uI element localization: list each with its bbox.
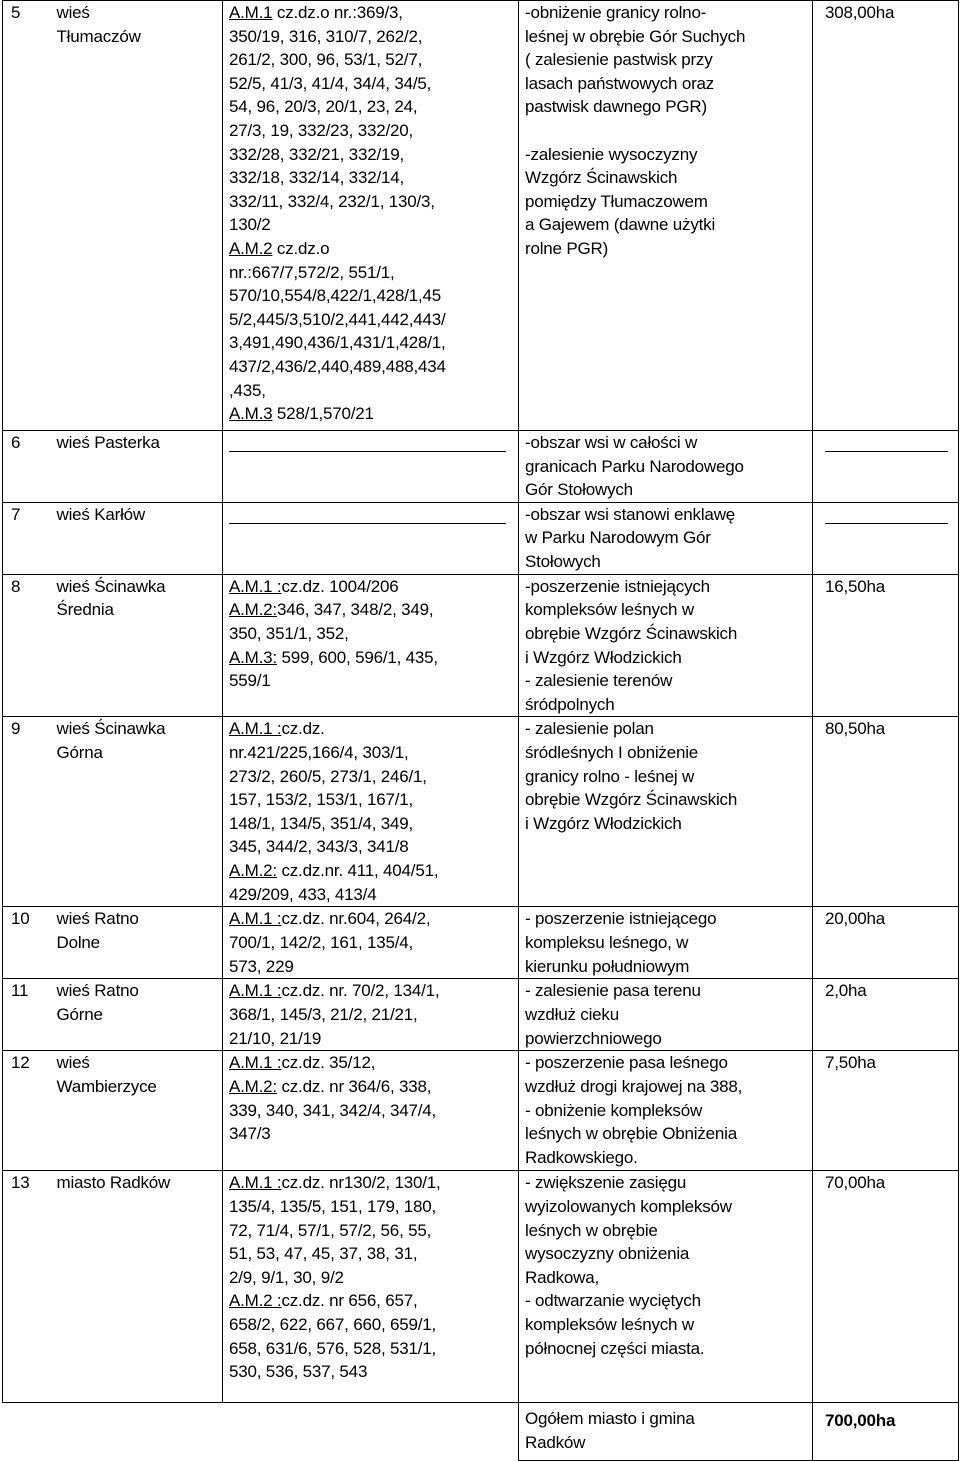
locality-name-line: Tłumaczów (56, 26, 141, 46)
parcel-numbers: cz.dz. nr130/2, 130/1, (281, 1173, 441, 1193)
parcel-line (229, 1337, 518, 1361)
parcel-numbers: nr.:667/7,572/2, 551/1, (229, 262, 395, 282)
locality-name (51, 1171, 223, 1403)
parcel-line (229, 1313, 518, 1337)
locality-name (51, 1051, 223, 1171)
map-sheet-ref: A.M.1 : (229, 981, 282, 1001)
total-empty-cell (3, 1403, 519, 1461)
total-label (519, 1403, 813, 1461)
area-value (813, 502, 959, 574)
locality-name-line: wieś (56, 3, 90, 22)
map-sheet-ref: A.M.2: (229, 860, 277, 880)
parcel-numbers: 429/209, 433, 413/4 (229, 884, 377, 904)
parcel-line (229, 1360, 518, 1384)
description-line: i Wzgórz Włodzickich (525, 647, 682, 667)
parcel-line (229, 95, 518, 119)
parcel-line (229, 979, 518, 1003)
map-sheet-ref: A.M.2: (229, 600, 277, 620)
parcel-line (229, 955, 518, 979)
afforestation-table (2, 0, 959, 1461)
total-label-line: Ogółem miasto i gmina (525, 1409, 695, 1429)
area-value (813, 431, 959, 503)
parcel-line (229, 308, 518, 332)
locality-name-line: wieś Ścinawka (56, 719, 166, 739)
parcel-numbers: 437/2,436/2,440,489,488,434 (229, 356, 446, 376)
table-row (3, 1051, 959, 1171)
description-line: - poszerzenie istniejącego (525, 909, 717, 929)
empty-dash (229, 451, 506, 452)
table-row (3, 1171, 959, 1403)
description-line: i Wzgórz Włodzickich (525, 813, 682, 833)
parcel-numbers: 130/2 (229, 215, 271, 235)
row-number: 12 (3, 1051, 51, 1171)
parcel-numbers: 332/18, 332/14, 332/14, (229, 168, 405, 188)
parcel-line (229, 717, 518, 741)
table-row (3, 1, 959, 431)
measure-description (519, 907, 813, 979)
area-value: 7,50ha (813, 1051, 959, 1171)
parcel-numbers: 135/4, 135/5, 151, 179, 180, (229, 1196, 437, 1216)
parcel-line (229, 190, 518, 214)
description-line: kompleksów leśnych w (525, 1314, 694, 1334)
description-line: powierzchniowego (525, 1028, 662, 1048)
parcel-line (229, 261, 518, 285)
parcel-line (229, 598, 518, 622)
description-line: - obniżenie kompleksów (525, 1100, 703, 1120)
description-line (525, 119, 812, 143)
description-line: w Parku Narodowym Gór (525, 528, 711, 548)
description-line: granicy rolno - leśnej w (525, 766, 695, 786)
parcel-line (229, 72, 518, 96)
parcel-numbers: 528/1,570/21 (272, 404, 374, 424)
parcel-numbers: 559/1 (229, 671, 271, 691)
table-row (3, 717, 959, 907)
parcel-numbers: cz.dz. 1004/206 (281, 576, 399, 596)
locality-name-line: Średnia (56, 600, 114, 620)
parcel-line (229, 237, 518, 261)
description-line: pomiędzy Tłumaczowem (525, 191, 708, 211)
description-line: -zalesienie wysoczyzny (525, 144, 698, 164)
description-line: Wzgórz Ścinawskich (525, 168, 678, 188)
parcel-numbers: 261/2, 300, 96, 53/1, 52/7, (229, 50, 423, 70)
parcel-list (223, 431, 519, 503)
empty-dash (825, 451, 948, 452)
parcel-line (229, 622, 518, 646)
parcel-numbers: 51, 53, 47, 45, 37, 38, 31, (229, 1244, 418, 1264)
row-number: 13 (3, 1171, 51, 1403)
parcel-numbers: 570/10,554/8,422/1,428/1,45 (229, 286, 442, 306)
parcel-numbers: cz.dz.o nr.:369/3, (272, 3, 403, 22)
parcel-numbers: 339, 340, 341, 342/4, 347/4, (229, 1100, 437, 1120)
parcel-numbers: 599, 600, 596/1, 435, (276, 647, 438, 667)
description-line: granicach Parku Narodowego (525, 456, 744, 476)
measure-description (519, 502, 813, 574)
locality-name-line: wieś Ratno (56, 981, 139, 1001)
locality-name-line: wieś Ratno (56, 909, 139, 929)
map-sheet-ref: A.M.1 (229, 3, 273, 22)
area-value: 70,00ha (813, 1171, 959, 1403)
description-line: wyizolowanych kompleksów (525, 1196, 732, 1216)
parcel-line (229, 379, 518, 403)
parcel-line (229, 741, 518, 765)
parcel-numbers: 157, 153/2, 153/1, 167/1, (229, 790, 414, 810)
parcel-line (229, 1219, 518, 1243)
description-line: wzdłuż drogi krajowej na 388, (525, 1076, 743, 1096)
measure-description (519, 1171, 813, 1403)
row-number: 6 (3, 431, 51, 503)
description-line: -obszar wsi stanowi enklawę (525, 504, 736, 524)
parcel-numbers: cz.dz. nr. 70/2, 134/1, (281, 981, 440, 1001)
description-line: - zalesienie polan (525, 719, 654, 739)
description-line: - zalesienie terenów (525, 671, 673, 691)
total-label-line: Radków (525, 1432, 586, 1452)
parcel-line (229, 1051, 518, 1075)
parcel-line (229, 119, 518, 143)
row-number: 8 (3, 574, 51, 717)
row-number: 7 (3, 502, 51, 574)
parcel-numbers: 530, 536, 537, 543 (229, 1362, 368, 1382)
parcel-line (229, 284, 518, 308)
parcel-numbers: 658/2, 622, 667, 660, 659/1, (229, 1314, 437, 1334)
locality-name (51, 1, 223, 431)
locality-name (51, 907, 223, 979)
map-sheet-ref: A.M.1 : (229, 909, 282, 929)
description-line: wzdłuż cieku (525, 1004, 619, 1024)
description-line: Radkowskiego. (525, 1147, 638, 1167)
parcel-line (229, 765, 518, 789)
description-line: Radkowa, (525, 1267, 599, 1287)
parcel-numbers: 2/9, 9/1, 30, 9/2 (229, 1267, 344, 1287)
description-line: śródleśnych I obniżenie (525, 742, 699, 762)
measure-description (519, 574, 813, 717)
total-row (3, 1403, 959, 1461)
parcel-numbers: cz.dz.nr. 411, 404/51, (276, 860, 439, 880)
description-line: pastwisk dawnego PGR) (525, 97, 707, 117)
parcel-line (229, 331, 518, 355)
parcel-numbers: 347/3 (229, 1124, 271, 1144)
empty-dash (825, 523, 948, 524)
locality-name (51, 574, 223, 717)
parcel-line (229, 1027, 518, 1051)
locality-name-line: Górne (56, 1004, 103, 1024)
map-sheet-ref: A.M.2 : (229, 1291, 282, 1311)
description-line: a Gajewem (dawne użytki (525, 215, 716, 235)
row-number: 9 (3, 717, 51, 907)
parcel-line (229, 143, 518, 167)
parcel-list (223, 907, 519, 979)
locality-name-line: Wambierzyce (56, 1076, 157, 1096)
area-value: 80,50ha (813, 717, 959, 907)
parcel-numbers: 332/28, 332/21, 332/19, (229, 144, 405, 164)
parcel-numbers: 3,491,490,436/1,431/1,428/1, (229, 333, 446, 353)
description-line: wysoczyzny obniżenia (525, 1244, 690, 1264)
table-row (3, 574, 959, 717)
row-number: 11 (3, 979, 51, 1051)
locality-name-line: wieś (56, 1053, 90, 1073)
description-line: Stołowych (525, 551, 601, 571)
parcel-line (229, 907, 518, 931)
map-sheet-ref: A.M.1 : (229, 1053, 282, 1073)
parcel-line (229, 812, 518, 836)
area-value: 20,00ha (813, 907, 959, 979)
parcel-line (229, 835, 518, 859)
map-sheet-ref: A.M.1 : (229, 719, 282, 739)
description-line: kompleksów leśnych w (525, 600, 694, 620)
locality-name-line: wieś Ścinawka (56, 576, 166, 596)
parcel-numbers: 346, 347, 348/2, 349, (276, 600, 434, 620)
parcel-numbers: cz.dz. nr.604, 264/2, (281, 909, 431, 929)
parcel-line (229, 1122, 518, 1146)
parcel-line (229, 1099, 518, 1123)
description-line: - zalesienie pasa terenu (525, 981, 701, 1001)
map-sheet-ref: A.M.2 (229, 238, 273, 258)
parcel-numbers: 273/2, 260/5, 273/1, 246/1, (229, 766, 427, 786)
description-line: ( zalesienie pastwisk przy (525, 50, 713, 70)
parcel-numbers: cz.dz. nr 656, 657, (281, 1291, 418, 1311)
parcel-line (229, 931, 518, 955)
parcel-numbers: 658, 631/6, 576, 528, 531/1, (229, 1338, 437, 1358)
locality-name-line: Dolne (56, 932, 100, 952)
parcel-line (229, 355, 518, 379)
parcel-numbers: 345, 344/2, 343/3, 341/8 (229, 837, 409, 857)
parcel-list (223, 979, 519, 1051)
description-line: - poszerzenie pasa leśnego (525, 1053, 728, 1073)
measure-description (519, 717, 813, 907)
parcel-numbers: ,435, (229, 380, 266, 400)
locality-name-line: miasto Radków (56, 1173, 171, 1193)
map-sheet-ref: A.M.3 (229, 404, 273, 424)
locality-name (51, 431, 223, 503)
parcel-numbers: 368/1, 145/3, 21/2, 21/21, (229, 1004, 418, 1024)
locality-name-line: Górna (56, 742, 103, 762)
description-line: - zwiększenie zasięgu (525, 1173, 687, 1193)
parcel-numbers: 5/2,445/3,510/2,441,442,443/ (229, 309, 446, 329)
row-number: 10 (3, 907, 51, 979)
parcel-line (229, 669, 518, 693)
locality-name-line: wieś Karłów (56, 504, 145, 524)
parcel-list (223, 1171, 519, 1403)
parcel-numbers: cz.dz.o (272, 238, 330, 258)
description-line: północnej części miasta. (525, 1338, 705, 1358)
parcel-list (223, 502, 519, 574)
parcel-line (229, 883, 518, 907)
parcel-numbers: 573, 229 (229, 956, 294, 976)
description-line: Gór Stołowych (525, 480, 633, 500)
parcel-list (223, 574, 519, 717)
description-line: kierunku południowym (525, 956, 690, 976)
area-value: 2,0ha (813, 979, 959, 1051)
description-line: rolne PGR) (525, 238, 609, 258)
parcel-numbers: 700/1, 142/2, 161, 135/4, (229, 932, 414, 952)
parcel-numbers: 148/1, 134/5, 351/4, 349, (229, 813, 414, 833)
description-line: -obszar wsi w całości w (525, 433, 698, 452)
parcel-line (229, 788, 518, 812)
table-row (3, 907, 959, 979)
description-line: lasach państwowych oraz (525, 73, 715, 93)
parcel-list (223, 717, 519, 907)
parcel-numbers: 350/19, 316, 310/7, 262/2, (229, 26, 423, 46)
description-line: śródpolnych (525, 694, 615, 714)
description-line: leśnej w obrębie Gór Suchych (525, 26, 746, 46)
parcel-numbers: 332/11, 332/4, 232/1, 130/3, (229, 191, 435, 211)
locality-name (51, 717, 223, 907)
parcel-numbers: 27/3, 19, 332/23, 332/20, (229, 120, 414, 140)
parcel-numbers: 54, 96, 20/3, 20/1, 23, 24, (229, 97, 418, 117)
parcel-line (229, 213, 518, 237)
description-line: - odtwarzanie wyciętych (525, 1291, 701, 1311)
parcel-numbers: nr.421/225,166/4, 303/1, (229, 742, 409, 762)
table-row (3, 502, 959, 574)
description-line: leśnych w obrębie Obniżenia (525, 1124, 737, 1144)
parcel-line (229, 1003, 518, 1027)
map-sheet-ref: A.M.1 : (229, 576, 282, 596)
table-body (3, 1, 959, 1461)
parcel-list (223, 1051, 519, 1171)
measure-description (519, 1, 813, 431)
parcel-numbers: 52/5, 41/3, 41/4, 34/4, 34/5, (229, 73, 432, 93)
description-line: leśnych w obrębie (525, 1220, 658, 1240)
description-line: -poszerzenie istniejących (525, 576, 710, 596)
parcel-line (229, 859, 518, 883)
parcel-numbers: 72, 71/4, 57/1, 57/2, 56, 55, (229, 1220, 432, 1240)
parcel-line (229, 1171, 518, 1195)
parcel-line (229, 646, 518, 670)
table-row (3, 979, 959, 1051)
locality-name (51, 979, 223, 1051)
description-line: obrębie Wzgórz Ścinawskich (525, 790, 738, 810)
parcel-numbers: 21/10, 21/19 (229, 1028, 322, 1048)
parcel-list (223, 1, 519, 431)
parcel-line (229, 48, 518, 72)
parcel-line (229, 1289, 518, 1313)
parcel-numbers: cz.dz. nr 364/6, 338, (276, 1076, 432, 1096)
map-sheet-ref: A.M.3: (229, 647, 277, 667)
row-number: 5 (3, 1, 51, 431)
parcel-line (229, 1266, 518, 1290)
parcel-line (229, 575, 518, 599)
parcel-line (229, 25, 518, 49)
parcel-numbers: 350, 351/1, 352, (229, 623, 349, 643)
parcel-line (229, 1242, 518, 1266)
parcel-numbers: cz.dz. 35/12, (281, 1053, 376, 1073)
parcel-numbers: cz.dz. (281, 719, 325, 739)
description-line: kompleksu leśnego, w (525, 932, 689, 952)
measure-description (519, 979, 813, 1051)
parcel-line (229, 402, 518, 426)
description-line: obrębie Wzgórz Ścinawskich (525, 623, 738, 643)
locality-name (51, 502, 223, 574)
parcel-line (229, 1, 518, 25)
table-row (3, 431, 959, 503)
measure-description (519, 1051, 813, 1171)
parcel-line (229, 1075, 518, 1099)
parcel-line (229, 1195, 518, 1219)
measure-description (519, 431, 813, 503)
total-area: 700,00ha (813, 1403, 959, 1461)
locality-name-line: wieś Pasterka (56, 433, 160, 452)
map-sheet-ref: A.M.2: (229, 1076, 277, 1096)
parcel-line (229, 166, 518, 190)
empty-dash (229, 523, 506, 524)
map-sheet-ref: A.M.1 : (229, 1173, 282, 1193)
area-value: 308,00ha (813, 1, 959, 431)
description-line: -obniżenie granicy rolno- (525, 3, 707, 22)
area-value: 16,50ha (813, 574, 959, 717)
